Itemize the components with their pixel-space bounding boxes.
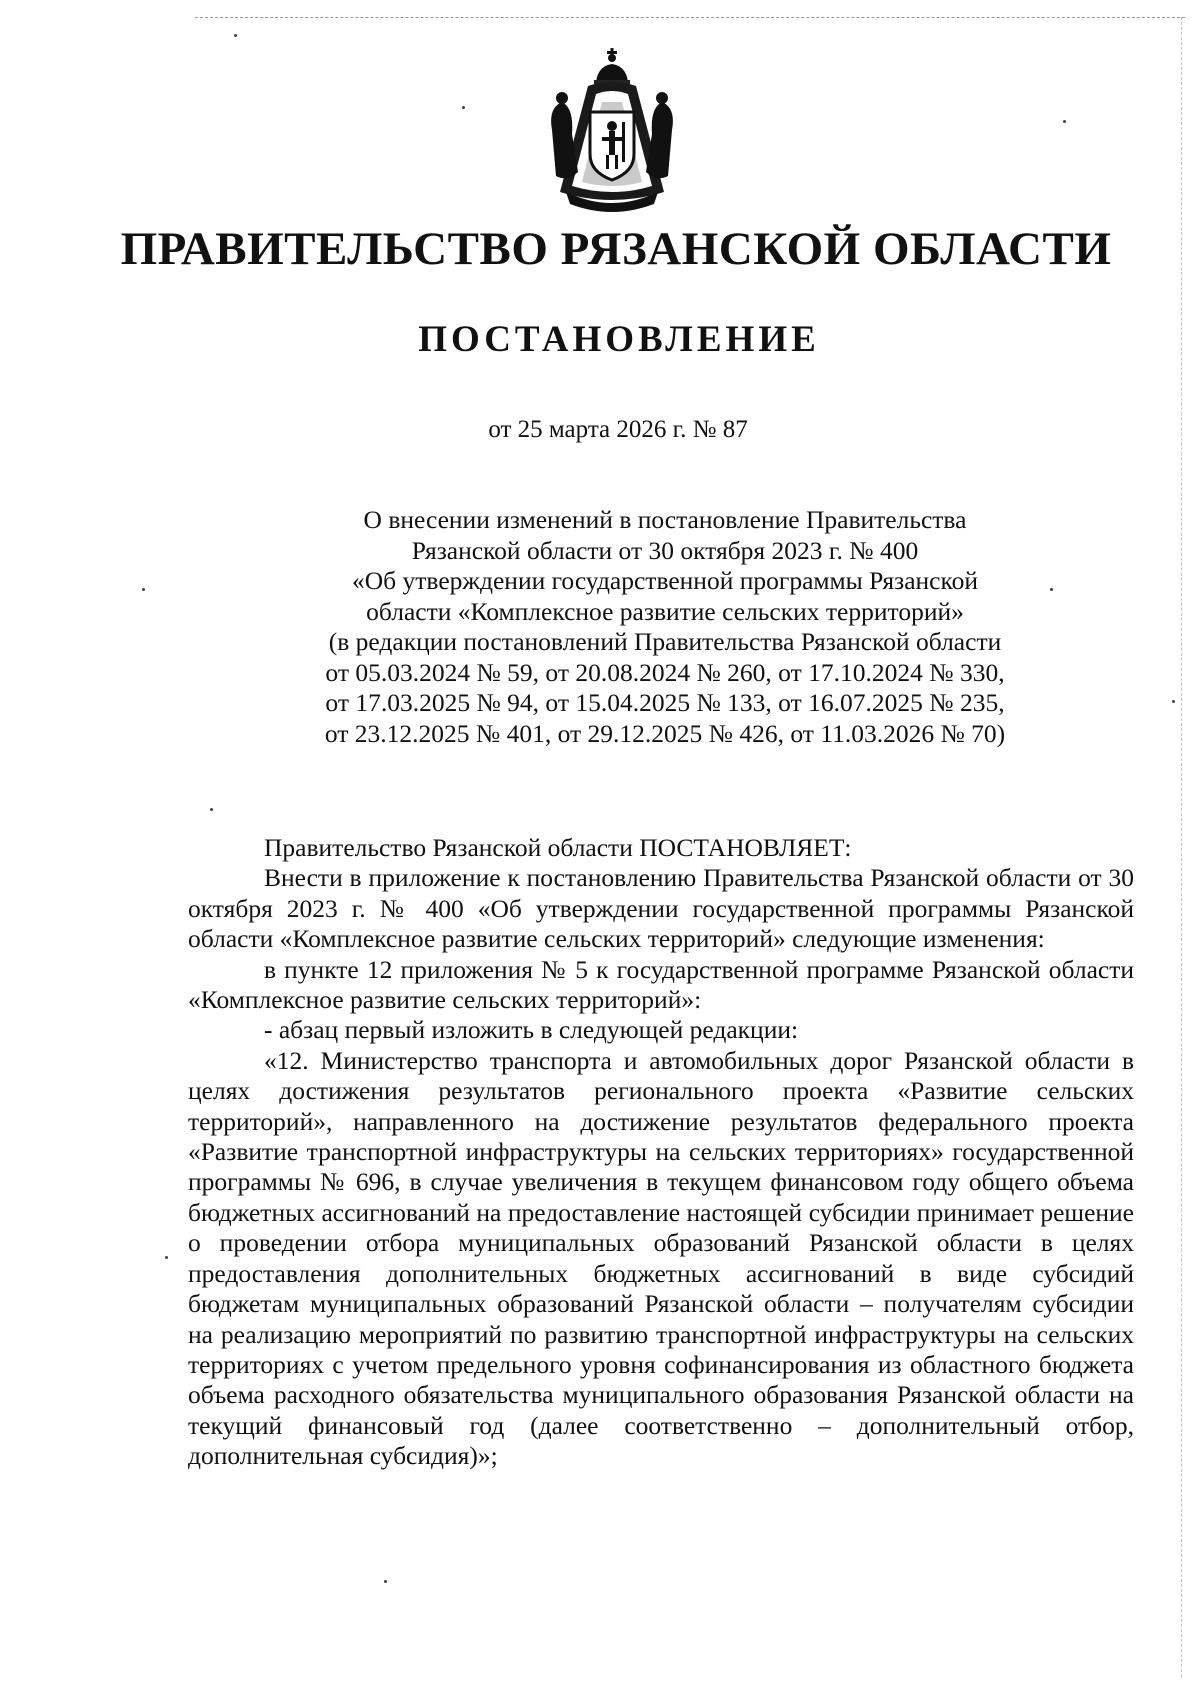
document-date-number: от 25 марта 2026 г. № 87 <box>488 416 748 443</box>
subject-line: «Об утверждении государственной программы Рязанской <box>352 566 978 595</box>
resolution-intro: Правительство Рязанской области ПОСТАНОВЛЯЕТ: <box>264 833 852 862</box>
scan-speck <box>165 1256 168 1259</box>
body-paragraph: Внести в приложение к постановлению Правительства Рязанской области от 30 октября 2023 г. № 400 «Об утверждении государственной программы Рязанской области «Комплексное развитие сельских территорий» следующие изменения: <box>188 863 1134 954</box>
document-subject <box>250 505 1080 749</box>
subject-line: области «Комплексное развитие сельских территорий» <box>366 596 964 626</box>
subject-line: О внесении изменений в постановление Правительства <box>363 505 967 534</box>
scan-top-border <box>195 17 1185 18</box>
scan-speck <box>142 588 145 591</box>
scan-speck <box>210 808 213 811</box>
body-paragraph: «12. Министерство транспорта и автомобильных дорог Рязанской области в целях достижения результатов регионального проекта «Развитие сельских территорий», направленного на достижение результатов федерального проекта «Развитие транспортной инфраструктуры на сельских территориях» государственной программы № 696, в случае увеличения в текущем финансовом году общего объема бюджетных ассигнований на предоставление настоящей субсидии принимает решение о проведении отбора муниципальных образований Рязанской области в целях предоставления дополнительных бюджетных ассигнований в виде субсидий бюджетам муниципальных образований Рязанской области – получателям субсидии на реализацию мероприятий по развитию транспортной инфраструктуры на сельских территориях с учетом предельного уровня софинансирования из областного бюджета объема расходного обязательства муниципального образования Рязанской области на текущий финансовый год (далее соответственно – дополнительный отбор, дополнительная субсидия)»; <box>188 1045 1134 1471</box>
subject-line: от 23.12.2025 № 401, от 29.12.2025 № 426, от 11.03.2026 № 70) <box>324 718 1006 748</box>
document-body <box>188 833 1134 1472</box>
subject-line: от 05.03.2024 № 59, от 20.08.2024 № 260, от 17.10.2024 № 330, <box>325 657 1005 687</box>
authority-title: ПРАВИТЕЛЬСТВО РЯЗАНСКОЙ ОБЛАСТИ <box>120 223 1112 275</box>
subject-line: Рязанской области от 30 октября 2023 г. № 400 <box>411 535 919 565</box>
scan-speck <box>462 106 465 109</box>
scan-speck <box>1063 120 1066 123</box>
scan-speck <box>1172 700 1175 703</box>
body-paragraph: в пункте 12 приложения № 5 к государственной программе Рязанской области «Комплексное развитие сельских территорий»: <box>188 954 1134 1015</box>
document-type: ПОСТАНОВЛЕНИЕ <box>418 319 820 360</box>
subject-line: от 17.03.2025 № 94, от 15.04.2025 № 133, от 16.07.2025 № 235, <box>325 688 1005 717</box>
scan-speck <box>384 1580 387 1583</box>
scan-speck <box>234 34 237 37</box>
coat-of-arms-icon <box>538 42 686 214</box>
body-paragraph: - абзац первый изложить в следующей редакции: <box>264 1015 799 1045</box>
subject-line: (в редакции постановлений Правительства Рязанской области <box>328 627 1002 656</box>
